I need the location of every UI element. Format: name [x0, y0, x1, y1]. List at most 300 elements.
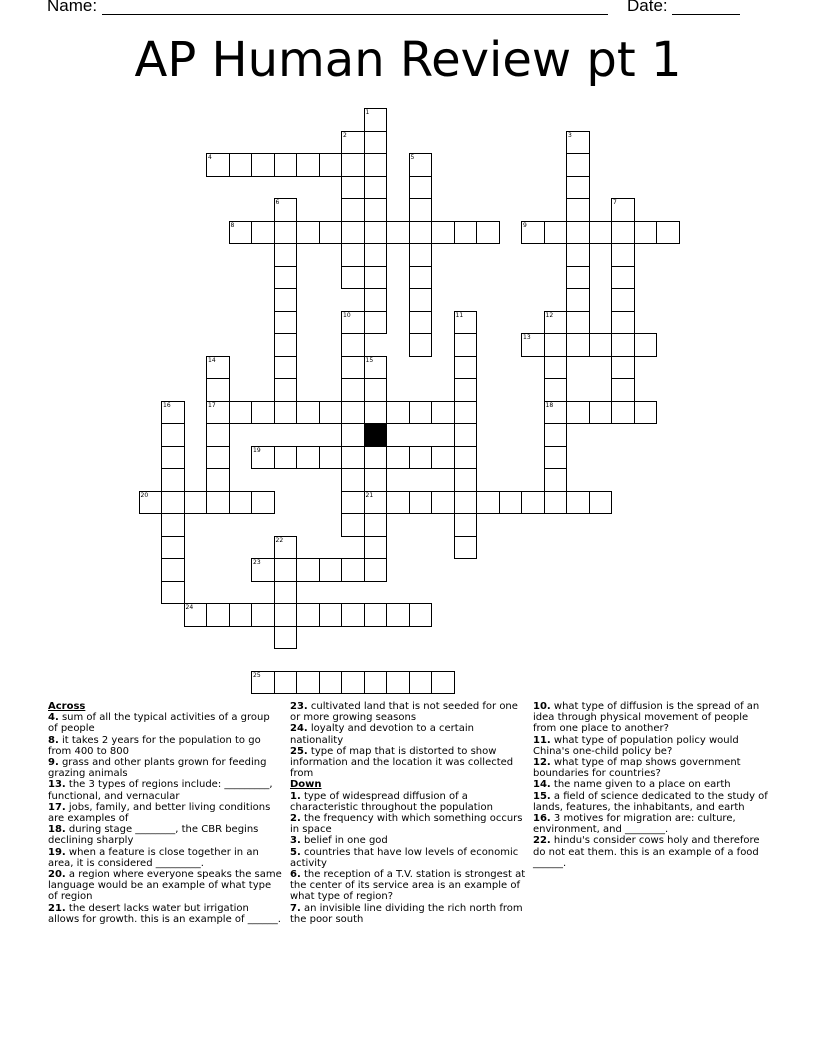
- grid-cell[interactable]: [409, 288, 433, 312]
- grid-cell[interactable]: [296, 153, 320, 177]
- clue-item-number: 7.: [290, 902, 301, 914]
- grid-cell[interactable]: [274, 198, 298, 222]
- grid-cell[interactable]: [589, 401, 613, 425]
- grid-cell[interactable]: [454, 423, 478, 447]
- grid-cell[interactable]: [139, 491, 163, 515]
- grid-cell[interactable]: [476, 491, 500, 515]
- grid-cell[interactable]: [386, 221, 410, 245]
- grid-cell[interactable]: [341, 671, 365, 695]
- grid-cell[interactable]: [161, 513, 185, 537]
- grid-cell[interactable]: [409, 491, 433, 515]
- clue-number: 22: [275, 536, 284, 544]
- grid-cell[interactable]: [566, 491, 590, 515]
- grid-cell[interactable]: [611, 198, 635, 222]
- grid-cell[interactable]: [251, 446, 275, 470]
- grid-cell[interactable]: [341, 153, 365, 177]
- grid-cell[interactable]: [409, 311, 433, 335]
- grid-cell[interactable]: [409, 671, 433, 695]
- grid-cell[interactable]: [566, 198, 590, 222]
- grid-cell[interactable]: [364, 176, 388, 200]
- grid-cell[interactable]: [341, 491, 365, 515]
- grid-cell[interactable]: [634, 333, 658, 357]
- clue-item-text: during stage ________, the CBR begins declining sharply: [48, 824, 259, 847]
- clue-number: 4: [208, 154, 212, 161]
- clue-item: [533, 701, 769, 735]
- clue-item-number: 5.: [290, 846, 301, 858]
- grid-cell[interactable]: [319, 558, 343, 582]
- grid-cell[interactable]: [386, 401, 410, 425]
- grid-cell[interactable]: [454, 333, 478, 357]
- grid-cell[interactable]: [409, 221, 433, 245]
- grid-cell[interactable]: [566, 221, 590, 245]
- grid-cell[interactable]: [296, 603, 320, 627]
- grid-cell[interactable]: [364, 536, 388, 560]
- grid-cell[interactable]: [274, 581, 298, 605]
- grid-cell[interactable]: [454, 536, 478, 560]
- clue-item: [48, 757, 282, 779]
- grid-cell[interactable]: [161, 446, 185, 470]
- clue-item-text: countries that have low levels of economic activity: [290, 846, 519, 869]
- grid-cell[interactable]: [161, 536, 185, 560]
- clue-item: [48, 903, 282, 925]
- grid-cell[interactable]: [274, 221, 298, 245]
- grid-cell[interactable]: [319, 671, 343, 695]
- clue-item-number: 8.: [48, 734, 59, 746]
- grid-cell[interactable]: [544, 468, 568, 492]
- clue-item-number: 3.: [290, 835, 301, 847]
- grid-cell[interactable]: [184, 603, 208, 627]
- grid-cell[interactable]: [206, 423, 230, 447]
- clue-item-number: 11.: [533, 734, 551, 746]
- clue-item-text: loyalty and devotion to a certain nationality: [290, 723, 474, 746]
- clue-number: 24: [185, 604, 194, 611]
- clue-number: 19: [253, 446, 261, 454]
- grid-cell[interactable]: [409, 153, 433, 177]
- grid-cell[interactable]: [364, 671, 388, 695]
- clue-item-text: belief in one god: [303, 835, 388, 847]
- clue-item-text: 3 motives for migration are: culture, environment, and ________.: [533, 813, 736, 836]
- clue-item-number: 6.: [290, 869, 301, 881]
- grid-cell[interactable]: [341, 446, 365, 470]
- grid-cell[interactable]: [364, 603, 388, 627]
- grid-cell[interactable]: [364, 356, 388, 380]
- grid-cell[interactable]: [274, 603, 298, 627]
- grid-cell[interactable]: [454, 378, 478, 402]
- clue-number: 7: [613, 199, 617, 206]
- clue-item-text: the frequency with which something occurs in space: [290, 813, 523, 836]
- grid-cell[interactable]: [476, 221, 500, 245]
- grid-cell[interactable]: [274, 333, 298, 357]
- grid-cell[interactable]: [319, 221, 343, 245]
- clues-column-2: [290, 701, 526, 925]
- grid-cell[interactable]: [386, 603, 410, 627]
- clue-item: [290, 791, 526, 813]
- clue-item-number: 20.: [48, 869, 66, 881]
- grid-cell[interactable]: [206, 468, 230, 492]
- grid-cell[interactable]: [206, 378, 230, 402]
- clue-item-text: what type of population policy would China's one-child policy be?: [533, 734, 739, 757]
- grid-cell[interactable]: [454, 401, 478, 425]
- grid-cell[interactable]: [611, 356, 635, 380]
- clue-item-text: type of map that is distorted to show information and the location it was collected from: [290, 745, 514, 780]
- grid-cell[interactable]: [431, 221, 455, 245]
- grid-cell[interactable]: [161, 423, 185, 447]
- name-field[interactable]: [102, 14, 608, 15]
- grid-cell[interactable]: [296, 221, 320, 245]
- grid-cell[interactable]: [634, 221, 658, 245]
- clue-item-text: a field of science dedicated to the study of lands, features, the inhabitants, and earth: [533, 790, 768, 813]
- down-heading: Down: [290, 779, 322, 791]
- clue-number: 17: [208, 401, 216, 409]
- clue-item-number: 17.: [48, 801, 66, 813]
- grid-cell[interactable]: [499, 491, 523, 515]
- grid-cell[interactable]: [454, 356, 478, 380]
- grid-cell[interactable]: [611, 401, 635, 425]
- grid-cell[interactable]: [364, 468, 388, 492]
- grid-cell[interactable]: [341, 378, 365, 402]
- grid-cell[interactable]: [544, 333, 568, 357]
- grid-cell[interactable]: [274, 446, 298, 470]
- clue-item: [290, 835, 526, 846]
- clue-item-number: 12.: [533, 757, 551, 769]
- grid-cell[interactable]: [544, 378, 568, 402]
- grid-cell[interactable]: [566, 311, 590, 335]
- grid-cell[interactable]: [409, 603, 433, 627]
- clue-number: 18: [545, 401, 554, 409]
- grid-cell[interactable]: [274, 243, 298, 267]
- clue-number: 5: [410, 154, 415, 161]
- clue-item: [290, 869, 526, 903]
- clue-item: [533, 835, 769, 869]
- clue-item-number: 19.: [48, 846, 66, 858]
- clue-item: [48, 712, 282, 734]
- grid-cell[interactable]: [544, 356, 568, 380]
- grid-cell[interactable]: [454, 446, 478, 470]
- grid-cell[interactable]: [364, 401, 388, 425]
- clue-item: [533, 791, 769, 813]
- grid-cell[interactable]: [319, 153, 343, 177]
- grid-cell[interactable]: [251, 603, 275, 627]
- grid-block: [364, 423, 388, 447]
- grid-cell[interactable]: [454, 221, 478, 245]
- grid-cell[interactable]: [364, 558, 388, 582]
- clue-number: 1: [365, 109, 370, 116]
- clue-number: 16: [163, 401, 171, 409]
- grid-cell[interactable]: [206, 446, 230, 470]
- grid-cell[interactable]: [544, 401, 568, 425]
- grid-cell[interactable]: [274, 671, 298, 695]
- clue-item-text: it takes 2 years for the population to go from 400 to 800: [48, 734, 261, 757]
- clue-item: [290, 701, 526, 723]
- clue-item-number: 16.: [533, 813, 551, 825]
- grid-cell[interactable]: [454, 311, 478, 335]
- grid-cell[interactable]: [431, 401, 455, 425]
- grid-cell[interactable]: [274, 558, 298, 582]
- grid-cell[interactable]: [409, 401, 433, 425]
- grid-cell[interactable]: [251, 221, 275, 245]
- clue-item-text: grass and other plants grown for feeding grazing animals: [48, 757, 267, 780]
- clue-number: 13: [523, 334, 531, 341]
- grid-cell[interactable]: [341, 221, 365, 245]
- clue-number: 8: [230, 221, 235, 229]
- grid-cell[interactable]: [544, 221, 568, 245]
- clue-item-number: 13.: [48, 779, 66, 791]
- grid-cell[interactable]: [341, 198, 365, 222]
- grid-cell[interactable]: [251, 153, 275, 177]
- grid-cell[interactable]: [341, 356, 365, 380]
- clue-item-number: 2.: [290, 813, 301, 825]
- grid-cell[interactable]: [274, 536, 298, 560]
- grid-cell[interactable]: [364, 131, 388, 155]
- grid-cell[interactable]: [386, 491, 410, 515]
- grid-cell[interactable]: [409, 243, 433, 267]
- clue-item: [533, 813, 769, 835]
- grid-cell[interactable]: [341, 131, 365, 155]
- clue-item-number: 14.: [533, 779, 551, 791]
- clue-item: [48, 802, 282, 824]
- grid-cell[interactable]: [544, 446, 568, 470]
- clue-item: [290, 746, 526, 780]
- grid-cell[interactable]: [274, 153, 298, 177]
- grid-cell[interactable]: [251, 558, 275, 582]
- clue-number: 12: [545, 311, 554, 319]
- grid-cell[interactable]: [386, 446, 410, 470]
- clue-number: 15: [365, 356, 374, 364]
- grid-cell[interactable]: [656, 221, 680, 245]
- grid-cell[interactable]: [274, 356, 298, 380]
- grid-cell[interactable]: [431, 671, 455, 695]
- page-title: AP Human Review pt 1: [134, 32, 682, 88]
- grid-cell[interactable]: [364, 243, 388, 267]
- grid-cell[interactable]: [206, 401, 230, 425]
- grid-cell[interactable]: [364, 266, 388, 290]
- clue-item: [48, 735, 282, 757]
- grid-cell[interactable]: [566, 243, 590, 267]
- grid-cell[interactable]: [341, 311, 365, 335]
- grid-cell[interactable]: [364, 108, 388, 132]
- grid-cell[interactable]: [521, 221, 545, 245]
- grid-cell[interactable]: [341, 603, 365, 627]
- grid-cell[interactable]: [296, 558, 320, 582]
- grid-cell[interactable]: [364, 288, 388, 312]
- clue-item-text: the name given to a place on earth: [553, 779, 731, 791]
- grid-cell[interactable]: [454, 513, 478, 537]
- grid-cell[interactable]: [206, 491, 230, 515]
- clue-item-text: sum of all the typical activities of a group of people: [48, 712, 270, 735]
- clue-number: 3: [568, 131, 572, 139]
- grid-cell[interactable]: [341, 333, 365, 357]
- clue-number: 2: [343, 131, 347, 139]
- grid-cell[interactable]: [566, 288, 590, 312]
- clue-item-text: the 3 types of regions include: _________, functional, and vernacular: [48, 779, 273, 802]
- grid-cell[interactable]: [206, 603, 230, 627]
- grid-cell[interactable]: [341, 468, 365, 492]
- clue-item: [533, 779, 769, 790]
- clue-item-text: the desert lacks water but irrigation allows for growth. this is an example of ______.: [48, 902, 281, 925]
- grid-cell[interactable]: [611, 333, 635, 357]
- clue-item-text: the reception of a T.V. station is strongest at the center of its service area is an example of what type of region?: [290, 869, 526, 903]
- grid-cell[interactable]: [611, 378, 635, 402]
- grid-cell[interactable]: [566, 333, 590, 357]
- grid-cell[interactable]: [409, 446, 433, 470]
- grid-cell[interactable]: [319, 401, 343, 425]
- grid-cell[interactable]: [589, 221, 613, 245]
- grid-cell[interactable]: [341, 513, 365, 537]
- grid-cell[interactable]: [251, 401, 275, 425]
- clue-item: [533, 757, 769, 779]
- grid-cell[interactable]: [611, 221, 635, 245]
- grid-cell[interactable]: [206, 356, 230, 380]
- clue-number: 6: [275, 199, 280, 206]
- grid-cell[interactable]: [589, 491, 613, 515]
- across-clue-list-continued: [290, 701, 526, 779]
- clue-number: 23: [253, 559, 261, 566]
- grid-cell[interactable]: [409, 266, 433, 290]
- grid-cell[interactable]: [341, 558, 365, 582]
- clue-item: [48, 847, 282, 869]
- clue-item-number: 21.: [48, 902, 66, 914]
- grid-cell[interactable]: [274, 311, 298, 335]
- grid-cell[interactable]: [589, 333, 613, 357]
- grid-cell[interactable]: [319, 603, 343, 627]
- clue-item: [48, 869, 282, 903]
- grid-cell[interactable]: [611, 243, 635, 267]
- grid-cell[interactable]: [296, 671, 320, 695]
- clue-number: 11: [455, 311, 464, 319]
- clue-item-number: 23.: [290, 701, 308, 712]
- grid-cell[interactable]: [364, 491, 388, 515]
- date-label: Date:: [627, 0, 668, 15]
- clue-item-number: 22.: [533, 835, 551, 847]
- clue-item-text: what type of map shows government boundaries for countries?: [533, 757, 741, 780]
- clue-item: [290, 903, 526, 925]
- clue-item-text: an invisible line dividing the rich north from the poor south: [290, 902, 523, 925]
- grid-cell[interactable]: [161, 401, 185, 425]
- grid-cell[interactable]: [364, 446, 388, 470]
- clue-item-text: hindu's consider cows holy and therefore do not eat them. this is an example of a food ______.: [533, 835, 760, 869]
- grid-cell[interactable]: [364, 378, 388, 402]
- clue-item: [290, 723, 526, 745]
- clue-item: [290, 847, 526, 869]
- grid-cell[interactable]: [341, 423, 365, 447]
- clue-item: [533, 735, 769, 757]
- grid-cell[interactable]: [161, 468, 185, 492]
- clue-number: 20: [140, 491, 149, 499]
- grid-cell[interactable]: [544, 311, 568, 335]
- grid-cell[interactable]: [341, 266, 365, 290]
- grid-cell[interactable]: [341, 243, 365, 267]
- clue-item-text: when a feature is close together in an area, it is considered _________.: [48, 846, 259, 869]
- clue-number: 14: [208, 356, 216, 364]
- grid-cell[interactable]: [634, 401, 658, 425]
- grid-cell[interactable]: [296, 446, 320, 470]
- clue-item-number: 1.: [290, 790, 301, 802]
- grid-cell[interactable]: [251, 491, 275, 515]
- grid-cell[interactable]: [274, 266, 298, 290]
- clue-item-number: 15.: [533, 790, 551, 802]
- grid-cell[interactable]: [611, 266, 635, 290]
- grid-cell[interactable]: [274, 378, 298, 402]
- grid-cell[interactable]: [409, 198, 433, 222]
- grid-cell[interactable]: [544, 491, 568, 515]
- grid-cell[interactable]: [454, 468, 478, 492]
- grid-cell[interactable]: [566, 401, 590, 425]
- clues-column-3: [533, 701, 769, 869]
- clue-item-number: 24.: [290, 723, 308, 735]
- grid-cell[interactable]: [521, 333, 545, 357]
- name-label: Name:: [47, 0, 98, 15]
- clue-item-text: cultivated land that is not seeded for one or more growing seasons: [290, 701, 518, 724]
- grid-cell[interactable]: [454, 491, 478, 515]
- grid-cell[interactable]: [206, 153, 230, 177]
- grid-cell[interactable]: [566, 131, 590, 155]
- grid-cell[interactable]: [409, 333, 433, 357]
- grid-cell[interactable]: [161, 491, 185, 515]
- clue-item-text: a region where everyone speaks the same language would be an example of what type of region: [48, 869, 282, 903]
- clue-item-number: 4.: [48, 712, 59, 724]
- clue-item: [48, 779, 282, 801]
- clue-item-number: 10.: [533, 701, 551, 712]
- clue-item-text: jobs, family, and better living conditions are examples of: [48, 801, 271, 825]
- grid-cell[interactable]: [184, 491, 208, 515]
- clue-item-text: type of widespread diffusion of a characteristic throughout the population: [290, 790, 493, 813]
- clue-number: 21: [365, 491, 374, 499]
- grid-cell[interactable]: [566, 153, 590, 177]
- across-clue-list: [48, 712, 282, 925]
- grid-cell[interactable]: [341, 176, 365, 200]
- grid-cell[interactable]: [229, 153, 253, 177]
- grid-cell[interactable]: [566, 266, 590, 290]
- date-field[interactable]: [672, 14, 740, 15]
- grid-cell[interactable]: [611, 311, 635, 335]
- grid-cell[interactable]: [566, 176, 590, 200]
- clue-item-text: what type of diffusion is the spread of an idea through physical movement of people from one place to another?: [533, 701, 760, 735]
- grid-cell[interactable]: [229, 603, 253, 627]
- clue-item: [48, 824, 282, 846]
- grid-cell[interactable]: [521, 491, 545, 515]
- clue-item-number: 9.: [48, 757, 59, 769]
- down-clue-list: [290, 791, 526, 925]
- grid-cell[interactable]: [319, 446, 343, 470]
- grid-cell[interactable]: [386, 671, 410, 695]
- clue-item-number: 18.: [48, 824, 66, 836]
- grid-cell[interactable]: [274, 401, 298, 425]
- grid-cell[interactable]: [341, 401, 365, 425]
- grid-cell[interactable]: [364, 311, 388, 335]
- grid-cell[interactable]: [229, 491, 253, 515]
- grid-cell[interactable]: [611, 288, 635, 312]
- grid-cell[interactable]: [161, 581, 185, 605]
- grid-cell[interactable]: [364, 153, 388, 177]
- grid-cell[interactable]: [364, 221, 388, 245]
- grid-cell[interactable]: [409, 176, 433, 200]
- grid-cell[interactable]: [296, 401, 320, 425]
- grid-cell[interactable]: [544, 423, 568, 447]
- grid-cell[interactable]: [431, 446, 455, 470]
- clue-item-number: 25.: [290, 745, 308, 757]
- clue-item: [290, 813, 526, 835]
- grid-cell[interactable]: [251, 671, 275, 695]
- grid-cell[interactable]: [161, 558, 185, 582]
- grid-cell[interactable]: [364, 513, 388, 537]
- grid-cell[interactable]: [274, 626, 298, 650]
- grid-cell[interactable]: [364, 198, 388, 222]
- grid-cell[interactable]: [274, 288, 298, 312]
- clue-number: 9: [523, 221, 527, 229]
- grid-cell[interactable]: [229, 221, 253, 245]
- grid-cell[interactable]: [431, 491, 455, 515]
- grid-cell[interactable]: [229, 401, 253, 425]
